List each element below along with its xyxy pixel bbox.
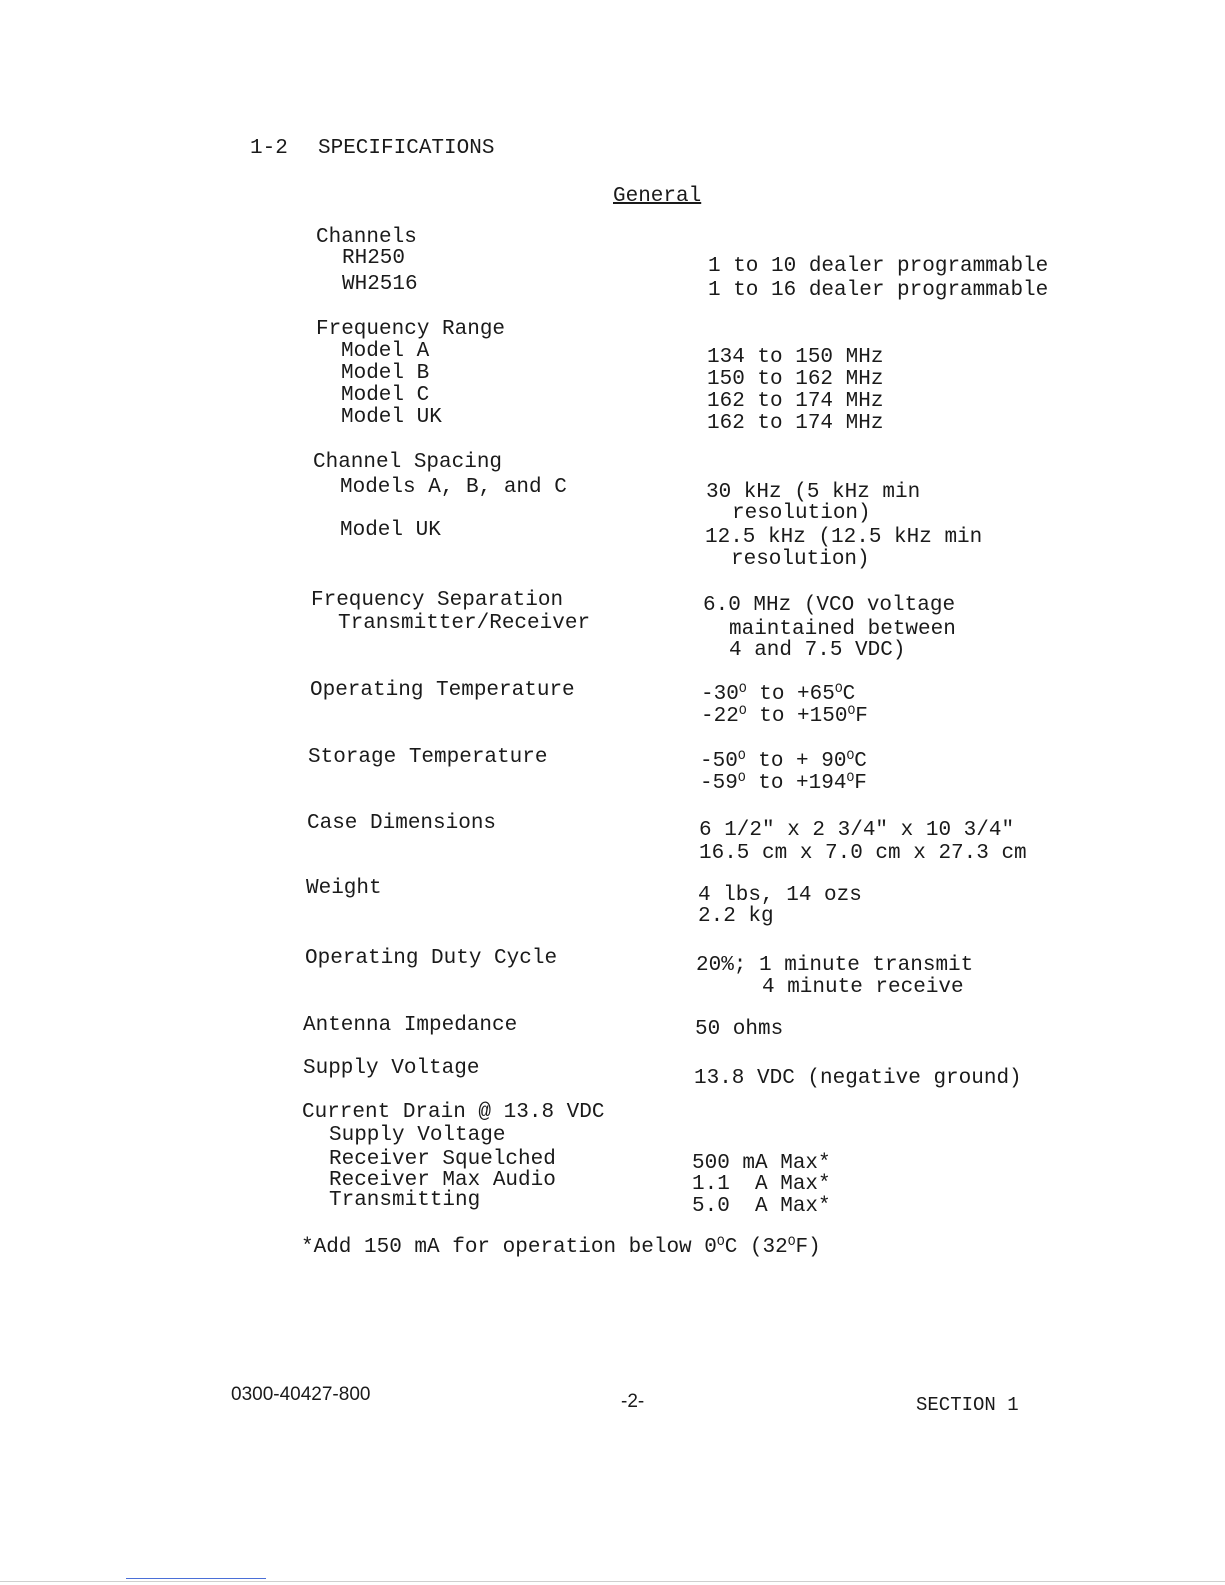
current-max-audio-label: Receiver Max Audio [329, 1169, 556, 1192]
storage-temp-label: Storage Temperature [308, 746, 548, 769]
spacing-uk-value-2: resolution) [731, 548, 870, 571]
current-max-audio-value: 1.1 A Max* [692, 1173, 831, 1196]
channels-wh-value: 1 to 16 dealer programmable [708, 279, 1049, 302]
supply-voltage-label: Supply Voltage [303, 1057, 480, 1080]
freq-model-c-value: 162 to 174 MHz [707, 390, 884, 413]
spacing-abc-value-1: 30 kHz (5 kHz min [706, 481, 921, 504]
separation-value-1: 6.0 MHz (VCO voltage [703, 594, 956, 617]
freq-model-c-label: Model C [341, 384, 430, 407]
current-squelched-value: 500 mA Max* [692, 1152, 831, 1175]
current-transmitting-value: 5.0 A Max* [692, 1195, 831, 1218]
freq-range-label: Frequency Range [316, 318, 506, 341]
separation-label: Frequency Separation [311, 589, 564, 612]
channels-rh-label: RH250 [342, 247, 406, 270]
current-supply-label: Supply Voltage [329, 1124, 506, 1147]
weight-lbs: 4 lbs, 14 ozs [698, 884, 862, 907]
spacing-abc-value-2: resolution) [732, 502, 871, 525]
storage-temp-celsius: $-50^O$ to + $90^OC$ [700, 748, 867, 773]
op-temp-fahrenheit: $-22^O$ to $+150^OF$ [701, 703, 868, 728]
bottom-rule [0, 1581, 1225, 1582]
freq-model-a-label: Model A [341, 340, 430, 363]
duty-cycle-label: Operating Duty Cycle [305, 947, 558, 970]
weight-label: Weight [306, 877, 382, 900]
dimensions-label: Case Dimensions [307, 812, 497, 835]
freq-model-uk-value: 162 to 174 MHz [707, 412, 884, 435]
header-number: 1-2 [250, 137, 288, 160]
channels-rh-value: 1 to 10 dealer programmable [708, 255, 1049, 278]
document-number: 0300-40427-800 [231, 1384, 371, 1405]
spacing-uk-value-1: 12.5 kHz (12.5 kHz min [705, 526, 983, 549]
page-title: SPECIFICATIONS [318, 137, 495, 160]
current-drain-label: Current Drain @ 13.8 VDC [302, 1101, 605, 1124]
duty-cycle-value-1: 20%; 1 minute transmit [696, 954, 974, 977]
current-transmitting-label: Transmitting [329, 1189, 481, 1212]
weight-kg: 2.2 kg [698, 905, 774, 928]
spacing-label: Channel Spacing [313, 451, 503, 474]
channels-wh-label: WH2516 [342, 273, 418, 296]
op-temp-celsius: $-30^O$ to $+65^OC$ [701, 681, 856, 706]
channels-label: Channels [316, 226, 417, 249]
freq-model-a-value: 134 to 150 MHz [707, 346, 884, 369]
supply-voltage-value: 13.8 VDC (negative ground) [694, 1067, 1022, 1090]
storage-temp-fahrenheit: $-59^O$ to $+194^OF$ [700, 770, 867, 795]
freq-model-b-label: Model B [341, 362, 430, 385]
separation-value-3: 4 and 7.5 VDC) [729, 639, 906, 662]
section-label: SECTION 1 [916, 1394, 1019, 1416]
spacing-uk-label: Model UK [340, 519, 441, 542]
footnote: *Add 150 mA for operation below $0^OC$ $(32^OF)$ [301, 1234, 821, 1259]
scan-link-mark [126, 1578, 266, 1579]
freq-model-uk-label: Model UK [341, 406, 442, 429]
separation-value-2: maintained between [729, 618, 956, 641]
dimensions-inches: 6 1/2" x 2 3/4" x 10 3/4" [699, 819, 1015, 842]
section-subtitle: General [613, 185, 702, 208]
current-squelched-label: Receiver Squelched [329, 1148, 556, 1171]
op-temp-label: Operating Temperature [310, 679, 575, 702]
antenna-value: 50 ohms [695, 1018, 784, 1041]
freq-model-b-value: 150 to 162 MHz [707, 368, 884, 391]
dimensions-cm: 16.5 cm x 7.0 cm x 27.3 cm [699, 842, 1027, 865]
spacing-abc-label: Models A, B, and C [340, 476, 567, 499]
page-number: -2- [621, 1391, 645, 1412]
duty-cycle-value-2: 4 minute receive [762, 976, 964, 999]
separation-sub-label: Transmitter/Receiver [338, 612, 591, 635]
antenna-label: Antenna Impedance [303, 1014, 518, 1037]
